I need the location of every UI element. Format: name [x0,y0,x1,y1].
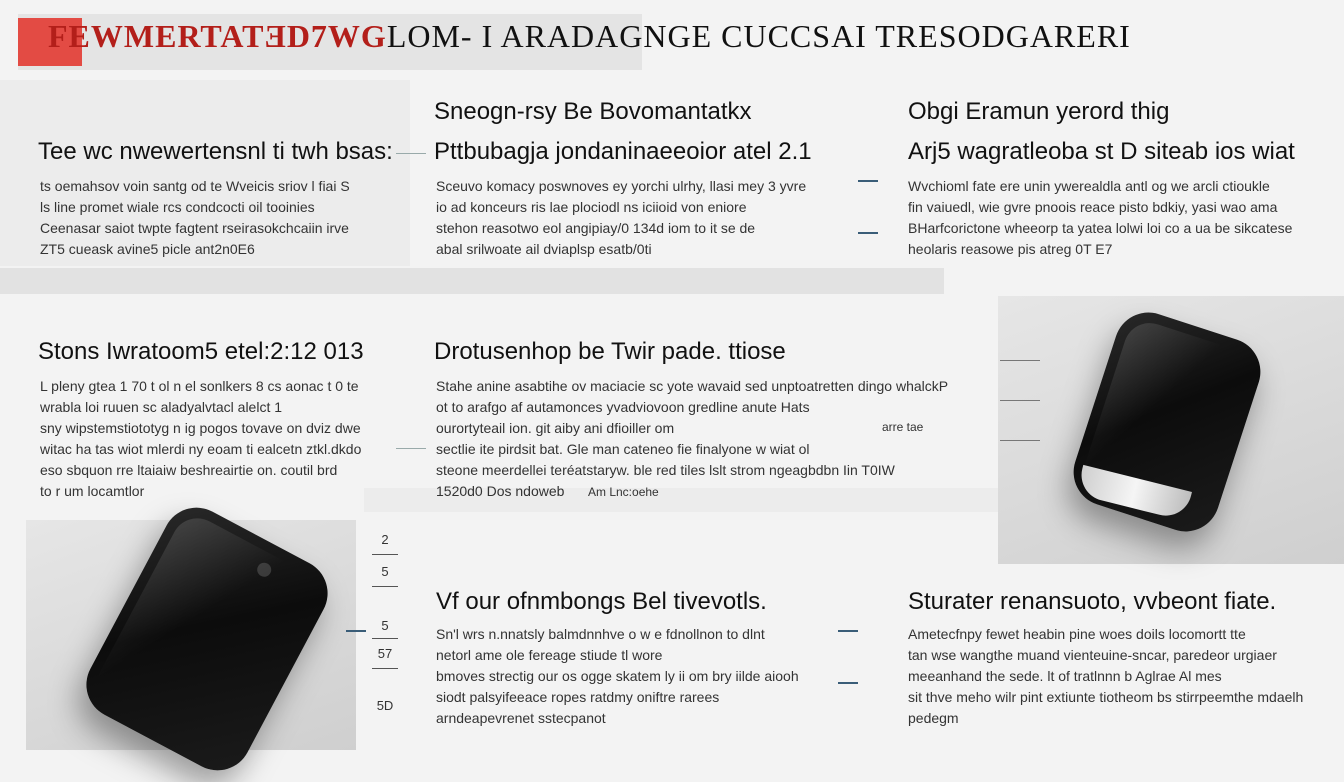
top-middle-title: Sneogn-rsy Be Bovomantatkx [434,98,752,125]
scale-number: 2 [381,532,389,547]
annotation-tag: Am Lnc:oehe [588,485,659,499]
bottom-right-body: Ametecfnpy fewet heabin pine woes doils locomortt tte tan wse wangthe muand vienteuine-sncar, paredeor urgiaer meeanhand the sede. lt of tratlnnn b Aglrae Al mes sit thve meho wilr pint extiunte tiotheom bs stirrpeemthe mdaelh pedegm [908,626,1304,726]
pointer-tick [838,682,858,684]
top-right-title: Obgi Eramun yerord thig [908,98,1170,125]
top-middle-body: Sceuvo komacy poswnoves ey yorchi ulrhy, llasi mey 3 yvre io ad konceurs ris lae plociodl ns iciioid von eniore stehon reasotwo eol angipiay/0 134d iom to it se de abal srilwoate ail dviaplsp esatb/0ti [436,178,807,257]
scale-number: 5 [381,618,389,633]
page-title [48,18,1131,55]
scale-line [372,554,398,555]
measurement-scale [372,528,402,728]
connector-line [396,153,426,154]
pointer-tick [858,232,878,234]
mid-left-heading: Stons Iwratoom5 etel:2:12 013 [38,338,364,365]
ruler-tick [1000,440,1040,441]
page-title-dark: LOM- I ARADAGNGE CUCCSAI TRESODGARERI [386,18,1131,54]
mid-left-body: L pleny gtea 1 70 t ol n el sonlkers 8 cs aonac t 0 te wrabla loi ruuen sc aladyalvtacl alelct 1 sny wipstemstiototyg n ig pogos tovave on dviz dwe witac ha tas wiot mlerdi ny eoam ti ealcetn ztkl.dkdo eso sbquon rre ltaiaiw beshreairtie on. coutil brd to r um locamtlor [40,378,362,499]
pointer-tick [838,630,858,632]
top-right-heading: Arj5 wagratleoba st D siteab ios wiat [908,138,1295,165]
ruler-tick [1000,360,1040,361]
scale-number: 57 [377,646,393,661]
bottom-middle-body: Sn'l wrs n.nnatsly balmdnnhve o w e fdnollnon to dlnt netorl ame ole fereage stiude tl wore bmoves strectig our os ogge skatem ly ii om bry iilde aiooh siodt palsyifeeace ropes ratdmy oniftre rarees arndeapevrenet sstecpanot [436,626,799,726]
bottom-right-heading: Sturater renansuoto, vvbeont fiate. [908,588,1277,615]
scale-line [372,586,398,587]
ruler-tick [1000,400,1040,401]
top-middle-heading: Pttbubagja jondaninaeeoior atel 2.1 [434,138,812,165]
top-right-body: Wvchioml fate ere unin ywerealdla antl og we arcli ctioukle fin vaiuedl, wie gvre pnoois reace pisto bdkiy, yasi wao ama BHarfcorictone wheeorp ta yatea lolwi loi co a ua be sikcatese heolaris reasowe pis atreg 0T E7 [908,178,1293,257]
top-left-body: ts oemahsov voin santg od te Wveicis sriov l fiai S ls line promet wiale rcs condcocti oil tooinies Ceenasar saiot twpte fagtent rseirasokchcaiin irve ZT5 cueask avine5 picle ant2n0E6 [40,178,350,257]
top-left-heading: Tee wc nwewertensnl ti twh bsas: [38,138,393,165]
scale-number: 5D [376,698,394,713]
mid-middle-heading: Drotusenhop be Twir pade. ttiose [434,338,786,365]
scale-ruler [1000,340,1050,480]
bottom-middle-heading: Vf our ofnmbongs Bel tivevotls. [436,588,767,615]
mid-middle-body: Stahe anine asabtihe ov maciacie sc yote wavaid sed unptoatretten dingo whalckP ot to arafgo af autamonces yvadviovoon gredline anute Hats ourortyteail ion. git aiby ani dfioiller om sectlie ite pirdsit bat. Gle man cateneo fie finalyone w wiat ol steone meerdellei teréatstaryw. ble red tiles lslt strom ngeagbdbn Iin T0IW 1520d0 Dos ndoweb [436,378,949,499]
page-title-red: FEWMERTATƎD7WG [48,18,387,54]
pointer-tick [858,180,878,182]
scale-line [372,668,398,669]
connector-line [396,448,426,449]
pointer-tick [346,630,366,632]
divider-band [0,268,944,294]
scale-number: 5 [381,564,389,579]
scale-line [372,638,398,639]
annotation-tag: arre tae [882,420,924,434]
